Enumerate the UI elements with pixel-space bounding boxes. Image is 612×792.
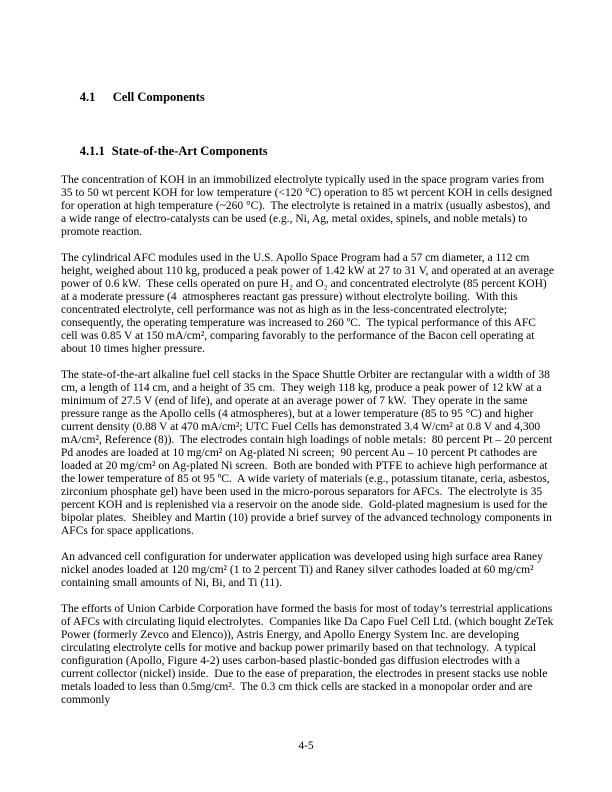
- page-content: [61, 76, 557, 720]
- page-number: 4-5: [298, 740, 314, 752]
- subsection-heading: [61, 130, 554, 172]
- subsection-number: 4.1.1: [79, 144, 105, 158]
- section-heading: [61, 76, 554, 118]
- paragraph-union-carbide: The efforts of Union Carbide Corporation have formed the basis for most of today’s terrestrial applications of AFCs with circulating liquid electrolytes. Companies like Da Capo Fuel Cell Ltd. (which bought ZeTek Power (formerly Zevco and Elenco)), Astris Energy, and Apollo Energy System Inc. are developing circulating electrolyte cells for motive and backup power primarily based on that technology. A typical configuration (Apollo, Figure 4-2) uses carbon-based plastic-bonded gas diffusion electrodes with a current collector (nickel) inside. Due to the ease of preparation, the electrodes in present stacks use noble metals loaded to less than 0.5mg/cm². The 0.3 cm thick cells are stacked in a monopolar order and are commonly: [61, 603, 557, 706]
- subsection-title: State-of-the-Art Components: [111, 144, 268, 158]
- paragraph-koh-concentration: The concentration of KOH in an immobilized electrolyte typically used in the space program varies from 35 to 50 wt percent KOH for low temperature (<120 °C) operation to 85 wt percent KOH in cells designed for operation at high temperature (~260 °C). The electrolyte is retained in a matrix (usually asbestos), and a wide range of electro-catalysts can be used (e.g., Ni, Ag, metal oxides, spinels, and noble metals) to promote reaction.: [61, 174, 555, 238]
- section-title: Cell Components: [112, 90, 205, 104]
- section-number: 4.1: [79, 90, 96, 104]
- paragraph-underwater-configuration: An advanced cell configuration for underwater application was developed using high surface area Raney nickel anodes loaded at 120 mg/cm² (1 to 2 percent Ti) and Raney silver cathodes loaded at 60 mg/cm² containing small amounts of Ni, Bi, and Ti (11).: [61, 551, 546, 589]
- paragraph-shuttle-orbiter-stacks: The state-of-the-art alkaline fuel cell stacks in the Space Shuttle Orbiter are rectangular with a width of 38 cm, a length of 114 cm, and a height of 35 cm. They weigh 118 kg, produce a peak power of 12 kW at a minimum of 27.5 V (end of life), and operate at an average power of 7 kW. They operate in the same pressure range as the Apollo cells (4 atmospheres), but at a lower temperature (85 to 95 °C) and higher current density (0.88 V at 470 mA/cm²; UTC Fuel Cells has demonstrated 3.4 W/cm² at 0.8 V and 4,300 mA/cm², Reference (8)). The electrodes contain high loadings of noble metals: 80 percent Pt – 20 percent Pd anodes are loaded at 10 mg/cm² on Ag-plated Ni screen; 90 percent Au – 10 percent Pt cathodes are loaded at 20 mg/cm² on Ag-plated Ni screen. Both are bonded with PTFE to achieve high performance at the lower temperature of 85 ot 95 ºC. A wide variety of materials (e.g., potassium titanate, ceria, asbestos, zirconium phosphate gel) have been used in the micro-porous separators for AFCs. The electrolyte is 35 percent KOH and is replenished via a reservoir on the anode side. Gold-plated magnesium is used for the bipolar plates. Sheibley and Martin (10) provide a brief survey of the advanced technology components in AFCs for space applications.: [61, 369, 556, 537]
- paragraph-apollo-modules: The cylindrical AFC modules used in the U.S. Apollo Space Program had a 57 cm diameter, a 112 cm height, weighed about 110 kg, produced a peak power of 1.42 kW at 27 to 31 V, and operated at an average power of 0.6 kW. These cells operated on pure H₂ and O₂ and concentrated electrolyte (85 percent KOH) at a moderate pressure (4 atmospheres reactant gas pressure) without electrolyte boiling. With this concentrated electrolyte, cell performance was not as high as in the less-concentrated electrolyte; consequently, the operating temperature was increased to 260 ºC. The typical performance of this AFC cell was 0.85 V at 150 mA/cm², comparing favorably to the performance of the Bacon cell operating at about 10 times higher pressure.: [61, 252, 557, 355]
